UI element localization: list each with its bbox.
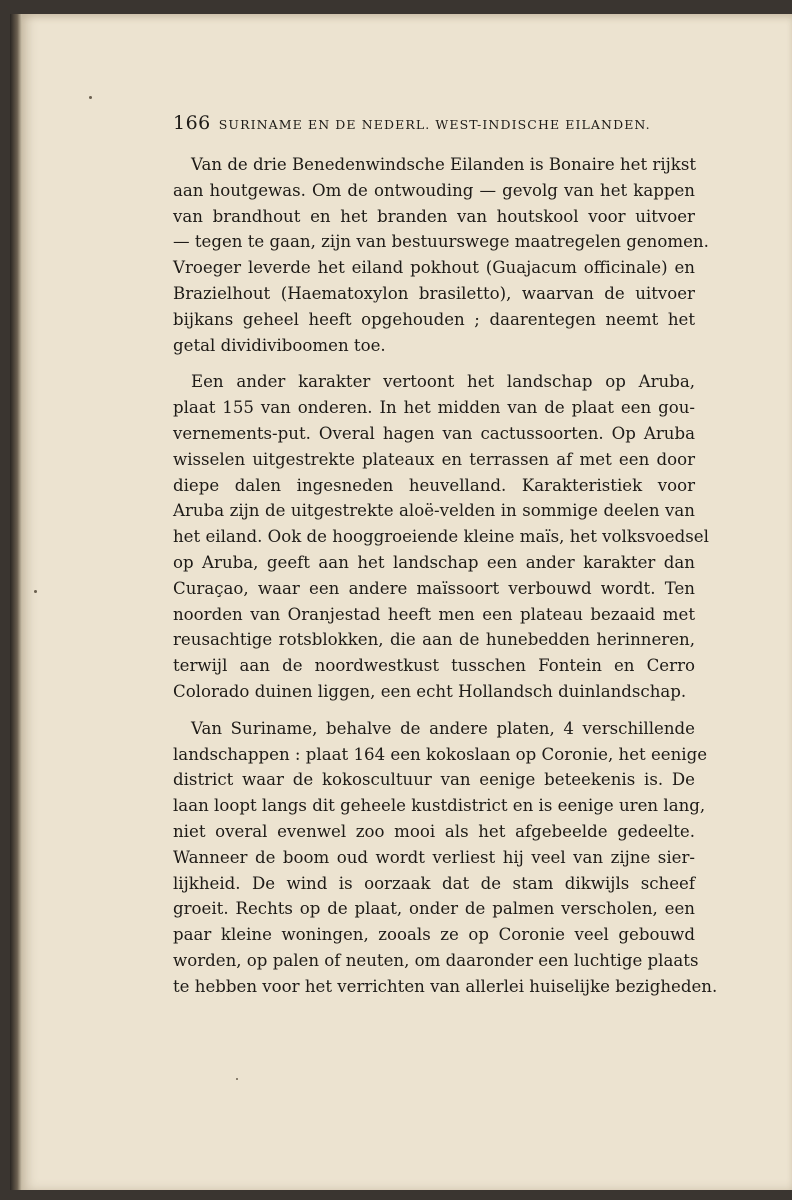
text-line: terwijl aan de noordwestkust tusschen Fontein en Cerro (173, 656, 695, 676)
text-line: van brandhout en het branden van houtskool voor uitvoer (173, 206, 695, 226)
text-line: Van de drie Benedenwindsche Eilanden is Bonaire het rijkst (191, 155, 697, 174)
text-line: landschappen : plaat 164 een kokoslaan op Coronie, het eenige (173, 744, 708, 764)
paper-speck (236, 1078, 238, 1080)
text-line: reusachtige rotsblokken, die aan de hunebedden herinneren, (173, 630, 695, 650)
text-line: district waar de kokoscultuur van eenige beteekenis is. De (173, 770, 695, 790)
text-line: Brazielhout (Haematoxylon brasiletto), waarvan de uitvoer (173, 283, 695, 303)
paragraph-bonaire (173, 152, 709, 358)
text-line: groeit. Rechts op de plaat, onder de palmen verscholen, een (173, 899, 695, 919)
paragraph-suriname (173, 716, 718, 1000)
paper-speck (89, 96, 92, 99)
text-line: aan houtgewas. Om de ontwouding — gevolg van het kappen (173, 180, 695, 200)
text-line: te hebben voor het verrichten van allerlei huiselijke bezigheden. (173, 976, 718, 996)
text-line: Colorado duinen liggen, een echt Hollandsch duinlandschap. (173, 681, 687, 701)
running-head-title: SURINAME EN DE NEDERL. WEST-INDISCHE EILANDEN. (218, 117, 651, 132)
text-line: op Aruba, geeft aan het landschap een ander karakter dan (173, 552, 695, 572)
text-line: niet overal evenwel zoo mooi als het afgebeelde gedeelte. (173, 821, 695, 841)
text-line: Aruba zijn de uitgestrekte aloë-velden in sommige deelen van (173, 501, 695, 521)
text-line: lijkheid. De wind is oorzaak dat de stam dikwijls scheef (173, 873, 695, 893)
paper-speck (34, 590, 37, 593)
text-line: Van Suriname, behalve de andere platen, 4 verschillende (191, 718, 695, 738)
text-line: diepe dalen ingesneden heuvelland. Karakteristiek voor (173, 475, 695, 495)
text-line: laan loopt langs dit geheele kustdistrict en is eenige uren lang, (173, 796, 706, 816)
text-line: Een ander karakter vertoont het landschap op Aruba, (191, 372, 695, 392)
text-line: het eiland. Ook de hooggroeiende kleine maïs, het volksvoedsel (173, 527, 709, 547)
text-line: Vroeger leverde het eiland pokhout (Guajacum officinale) en (173, 258, 695, 278)
text-line: paar kleine woningen, zooals ze op Coronie veel gebouwd (173, 925, 695, 945)
text-line: wisselen uitgestrekte plateaux en terrassen af met een door (173, 449, 695, 469)
paragraph-aruba (173, 369, 709, 704)
text-line: plaat 155 van onderen. In het midden van de plaat een gou- (173, 398, 695, 418)
book-gutter-edge (10, 14, 22, 1190)
running-head (173, 112, 693, 134)
text-line: — tegen te gaan, zijn van bestuurswege maatregelen genomen. (173, 232, 709, 252)
text-line: vernements-put. Overal hagen van cactussoorten. Op Aruba (173, 423, 695, 443)
body-text (173, 152, 718, 1000)
text-line: noorden van Oranjestad heeft men een plateau bezaaid met (173, 604, 695, 624)
text-line: Wanneer de boom oud wordt verliest hij veel van zijne sier- (173, 847, 695, 867)
text-line: Curaçao, waar een andere maïssoort verbouwd wordt. Ten (173, 578, 695, 598)
text-line: getal dividiviboomen toe. (173, 335, 386, 355)
text-line: bijkans geheel heeft opgehouden ; daarentegen neemt het (173, 309, 695, 329)
page-number: 166 (173, 112, 211, 134)
text-line: worden, op palen of neuten, om daaronder een luchtige plaats (173, 950, 699, 970)
